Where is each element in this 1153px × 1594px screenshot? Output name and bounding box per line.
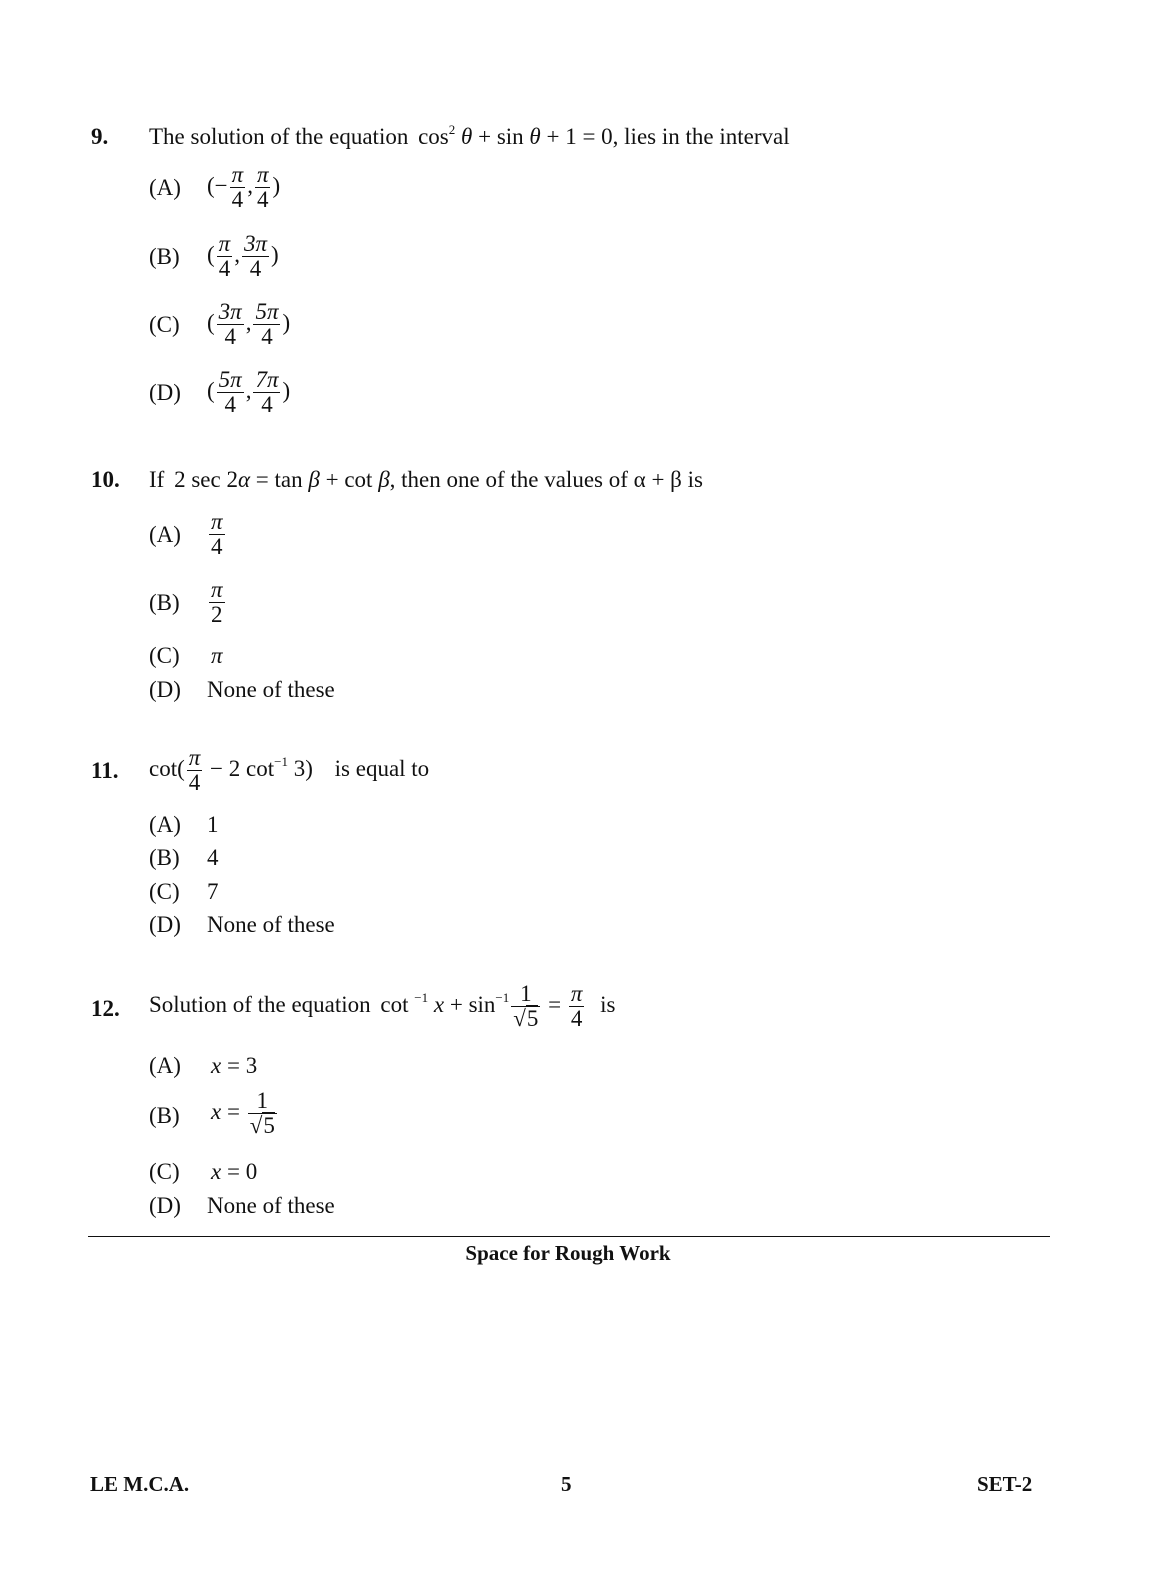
option-value: 7 — [207, 879, 219, 904]
equation: cot( $\frac{\pi}{4}$ − 2 $\cot^{-1} 3$) — [149, 745, 313, 796]
question-text: Solution of the equation cot $^{-1}$ $x + \sin^{-1}$ $\frac{1}{√5}$ = $\frac{\pi}{4}$ is — [149, 981, 616, 1032]
question-number: 11. — [91, 758, 119, 783]
equation: $\cos^2 \theta + \sin \theta + 1 = 0$ — [418, 122, 613, 149]
option-value: (− $\frac{\pi}{4}$ , $\frac{\pi}{4}$ ) — [207, 162, 281, 213]
question-text: If 2 sec 2α = tan β + cot β, then one of the values of α + β is — [149, 467, 703, 492]
question-text: The solution of the equation $\cos^2 \theta + \sin \theta + 1 = 0$, lies in the interval — [149, 122, 790, 149]
question-text: cot( $\frac{\pi}{4}$ − 2 $\cot^{-1} 3$) is equal to — [149, 745, 430, 796]
option-value: None of these — [207, 1193, 335, 1218]
equation: cot $^{-1}$ $x + \sin^{-1}$ $\frac{1}{√5}$ = $\frac{\pi}{4}$ — [380, 981, 583, 1032]
option-value: ( $\frac{\pi}{4}$ , $\frac{3\pi}{4}$ ) — [207, 231, 279, 282]
rough-work-label: Space for Rough Work — [465, 1241, 671, 1265]
page-number: 5 — [561, 1472, 572, 1496]
option-value: 1 — [207, 812, 219, 837]
option-value: x = 3 — [211, 1053, 258, 1078]
option-value: ( $\frac{3\pi}{4}$ , $\frac{5\pi}{4}$ ) — [207, 299, 291, 350]
option-value: ( $\frac{5\pi}{4}$ , $\frac{7\pi}{4}$ ) — [207, 367, 291, 418]
question-number: 9. — [91, 124, 109, 149]
question-number: 12. — [91, 996, 120, 1021]
option-value: π — [211, 643, 223, 668]
option-value: x = $\frac{1}{√5}$ — [211, 1088, 275, 1139]
option-value: $\frac{\pi}{4}$ — [211, 509, 223, 560]
question-number: 10. — [91, 467, 120, 492]
footer-right: SET-2 — [977, 1472, 1033, 1496]
option-value: None of these — [207, 912, 335, 937]
option-value: None of these — [207, 677, 335, 702]
option-value: 4 — [207, 845, 219, 870]
footer-left: LE M.C.A. — [90, 1472, 190, 1496]
divider — [88, 1236, 1050, 1237]
option-value: x = 0 — [211, 1159, 258, 1184]
option-value: $\frac{\pi}{2}$ — [211, 577, 223, 628]
equation: 2 sec 2α = tan β + cot β — [174, 467, 390, 492]
